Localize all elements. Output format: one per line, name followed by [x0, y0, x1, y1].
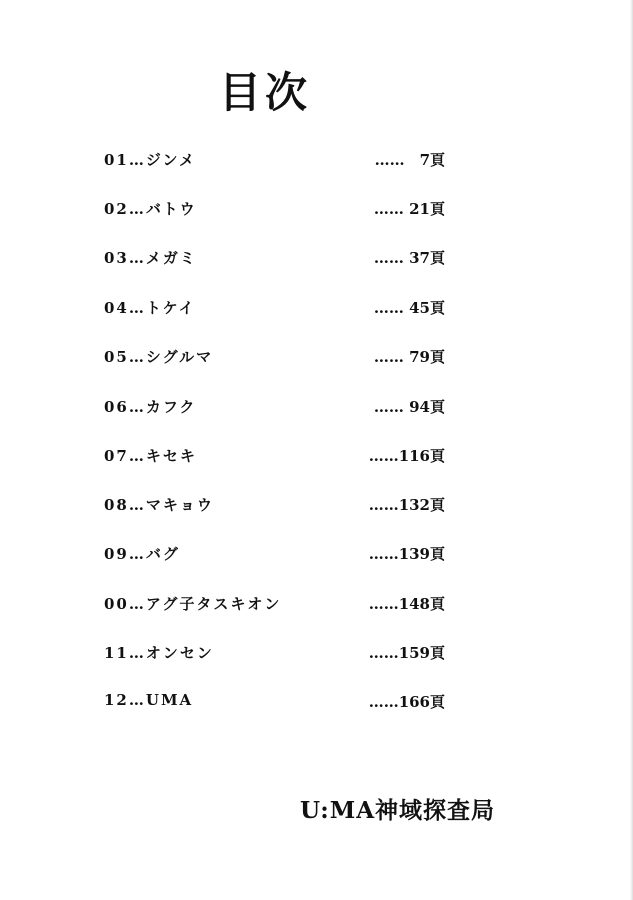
toc-entry-02 — [0, 198, 633, 224]
toc-entry-01 — [0, 149, 633, 175]
toc-page-number: ……132頁 — [368, 496, 445, 514]
toc-chapter-label: 11…オンセン — [104, 644, 214, 662]
toc-page-number: ……148頁 — [368, 595, 445, 613]
toc-chapter-label: 06…カフク — [104, 398, 197, 416]
toc-chapter-label: 08…マキョウ — [104, 496, 214, 514]
toc-chapter-label: 02…バトウ — [104, 200, 197, 218]
toc-entry-11 — [0, 642, 633, 668]
toc-chapter-label: 07…キセキ — [104, 447, 197, 465]
toc-page-number: …… 7頁 — [374, 151, 445, 169]
toc-page-number: …… 37頁 — [373, 249, 445, 267]
toc-chapter-label: 12…UMA — [104, 691, 194, 709]
toc-entry-06 — [0, 396, 633, 422]
toc-page-number: ……159頁 — [368, 644, 445, 662]
toc-page-number: …… 21頁 — [373, 200, 445, 218]
toc-page-number: …… 79頁 — [373, 348, 445, 366]
toc-chapter-label: 05…シグルマ — [104, 348, 214, 366]
toc-entry-10 — [0, 593, 633, 619]
toc-entry-09 — [0, 543, 633, 569]
page-title: 目次 — [219, 68, 312, 117]
publisher-title: U:MA神域探査局 — [300, 797, 496, 824]
toc-page-number: ……139頁 — [368, 545, 445, 563]
toc-page-number: …… 94頁 — [373, 398, 445, 416]
toc-entry-03 — [0, 247, 633, 273]
toc-page-number: ……116頁 — [368, 447, 445, 465]
toc-entry-12 — [0, 691, 633, 717]
toc-chapter-label: 01…ジンメ — [104, 151, 197, 169]
toc-entry-05 — [0, 346, 633, 372]
toc-entry-04 — [0, 297, 633, 323]
toc-page-number: …… 45頁 — [373, 299, 445, 317]
toc-chapter-label: 09…バグ — [104, 545, 180, 563]
toc-chapter-label: 04…トケイ — [104, 299, 196, 317]
toc-page-number: ……166頁 — [368, 693, 445, 711]
toc-chapter-label: 03…メガミ — [104, 249, 197, 267]
toc-chapter-label: 00…アグ子タスキオン — [104, 595, 282, 613]
toc-entry-08 — [0, 494, 633, 520]
toc-entry-07 — [0, 445, 633, 471]
